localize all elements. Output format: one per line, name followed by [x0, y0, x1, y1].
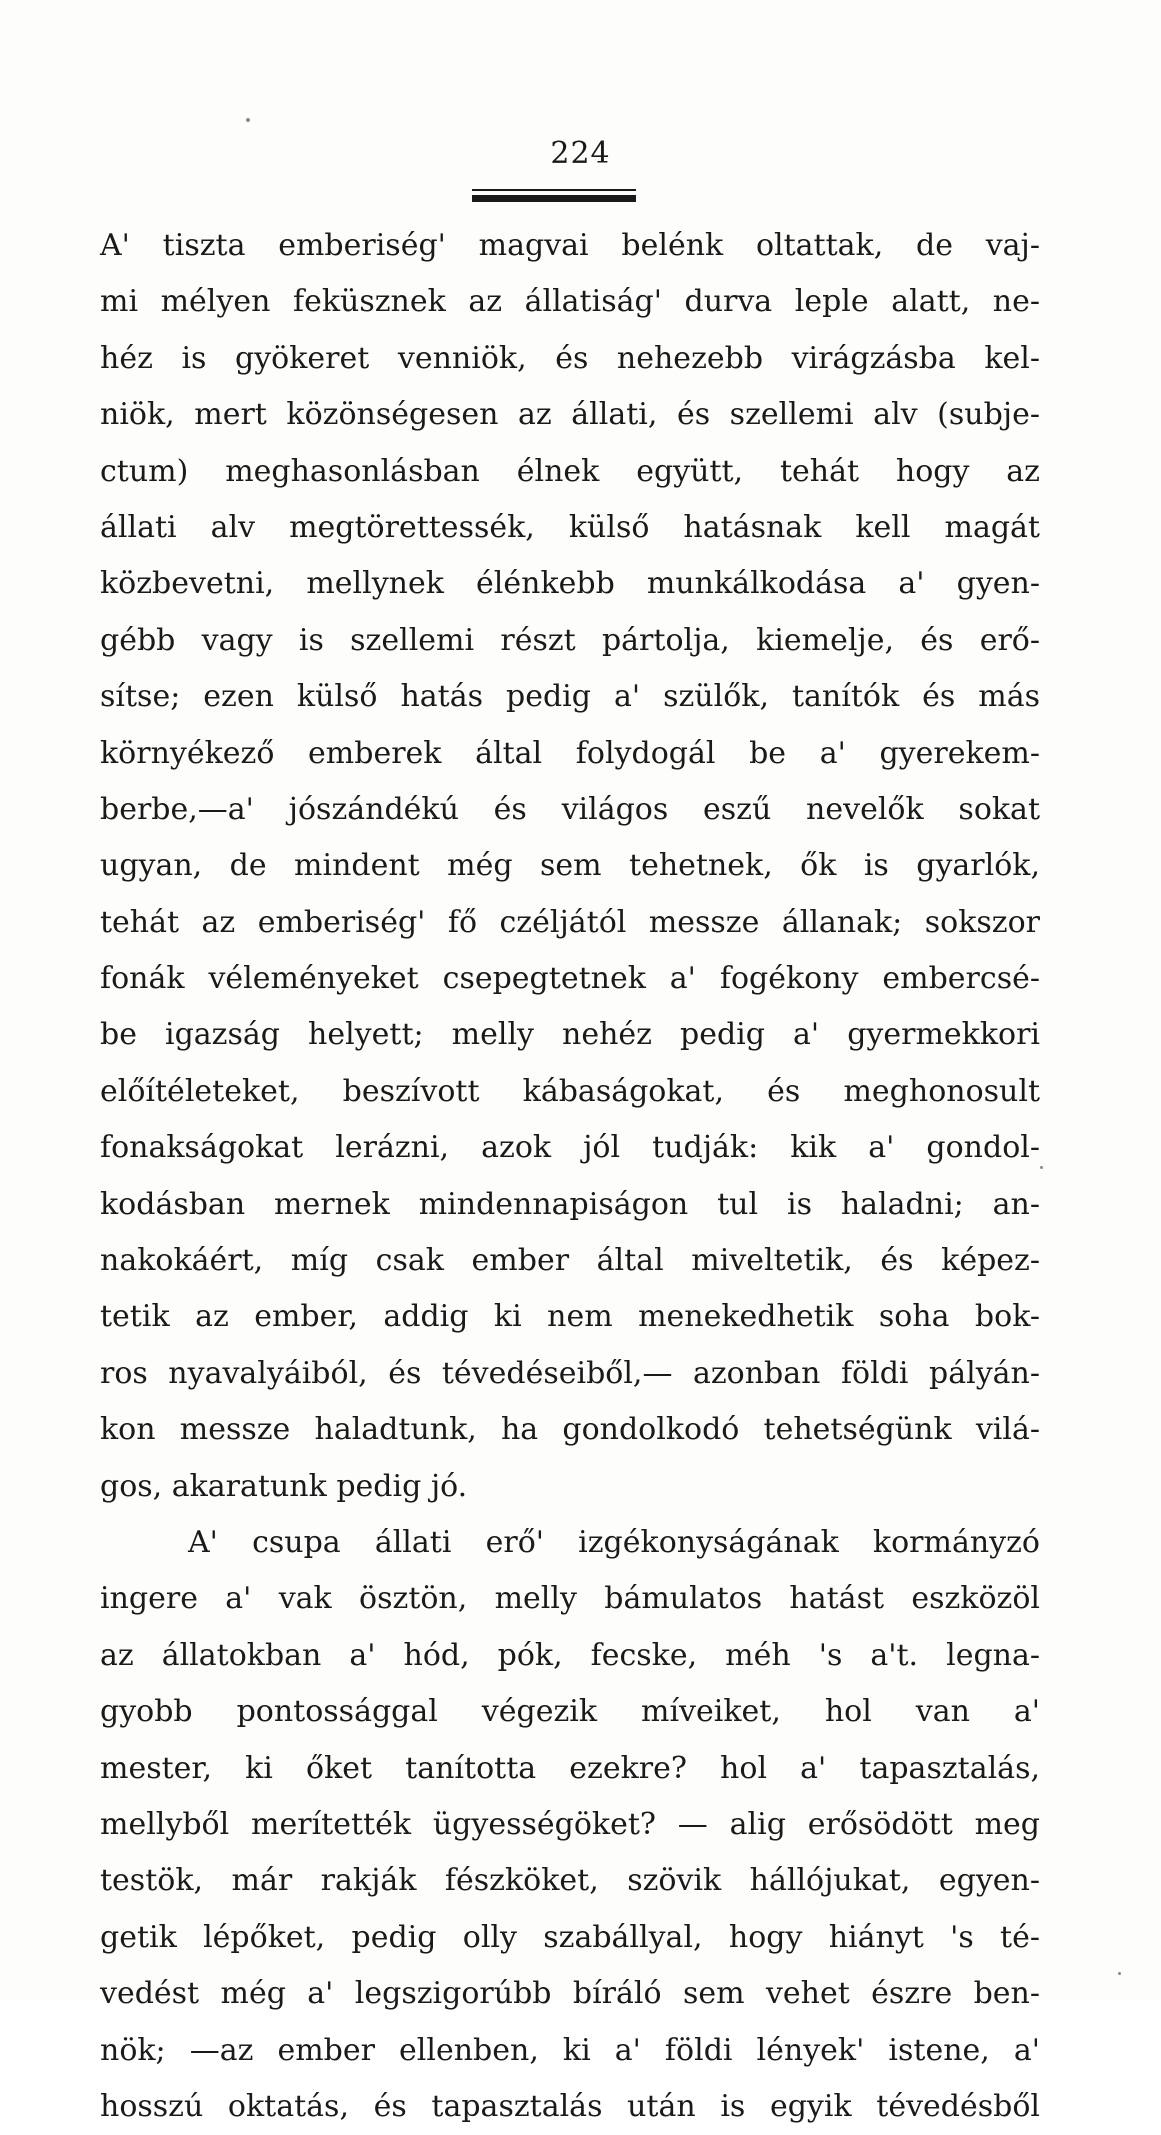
- paper-speck: [1040, 1166, 1043, 1169]
- paragraph-end-line: gos, akaratunk pedig jó.: [100, 1468, 468, 1504]
- text-line: ros nyavalyáiból, és tévedéseiből,— azonban földi pályán-: [100, 1355, 1040, 1391]
- text-line: gyobb pontossággal végezik míveiket, hol van a': [100, 1694, 1040, 1730]
- body-text: [100, 218, 1040, 2135]
- text-line: nök; —az ember ellenben, ki a' földi lények' istene, a': [100, 2032, 1040, 2068]
- text-line: niök, mert közönségesen az állati, és szellemi alv (subje-: [100, 397, 1040, 433]
- paper-speck: [1118, 1972, 1121, 1975]
- text-line: állati alv megtörettessék, külső hatásnak kell magát: [100, 509, 1040, 545]
- text-line: tehát az emberiség' fő czéljától messze állanak; sokszor: [100, 904, 1040, 940]
- text-line: az állatokban a' hód, pók, fecske, méh 's a't. legna-: [100, 1637, 1040, 1673]
- text-line: mellyből merítették ügyességöket? — alig erősödött meg: [100, 1806, 1040, 1842]
- text-line: mi mélyen feküsznek az állatiság' durva leple alatt, ne-: [100, 284, 1040, 320]
- text-line: ugyan, de mindent még sem tehetnek, ők is gyarlók,: [100, 848, 1040, 884]
- text-line: környékező emberek által folydogál be a' gyerekem-: [100, 735, 1040, 771]
- text-line: nakokáért, míg csak ember által miveltetik, és képez-: [100, 1243, 1040, 1279]
- header-rule-thick: [472, 195, 636, 202]
- text-line: közbevetni, mellynek élénkebb munkálkodása a' gyen-: [100, 566, 1040, 602]
- text-line: gébb vagy is szellemi részt pártolja, kiemelje, és erő-: [100, 622, 1040, 658]
- text-line: berbe,—a' jószándékú és világos eszű nevelők sokat: [100, 791, 1040, 827]
- text-line: héz is gyökeret venniök, és nehezebb virágzásba kel-: [100, 340, 1040, 376]
- text-line: vedést még a' legszigorúbb bíráló sem vehet észre ben-: [100, 1976, 1040, 2012]
- text-line: sítse; ezen külső hatás pedig a' szülők, tanítók és más: [100, 679, 1040, 715]
- text-line: ctum) meghasonlásban élnek együtt, tehát hogy az: [100, 453, 1040, 489]
- text-line: ingere a' vak ösztön, melly bámulatos hatást eszközöl: [100, 1581, 1040, 1617]
- paragraph-start-line: A' csupa állati erő' izgékonyságának kormányzó: [188, 1524, 1040, 1560]
- text-line: kodásban mernek mindennapiságon tul is haladni; an-: [100, 1186, 1040, 1222]
- paper-speck: [246, 118, 250, 122]
- text-line: getik lépőket, pedig olly szabállyal, hogy hiányt 's té-: [100, 1919, 1040, 1955]
- text-line: előítéleteket, beszívott kábaságokat, és meghonosult: [100, 1073, 1040, 1109]
- header-rule-thin: [472, 189, 636, 191]
- text-line: fonakságokat lerázni, azok jól tudják: kik a' gondol-: [100, 1130, 1040, 1166]
- text-line: testök, már rakják fészköket, szövik hállójukat, egyen-: [100, 1863, 1040, 1899]
- text-line: tetik az ember, addig ki nem menekedhetik soha bok-: [100, 1299, 1040, 1335]
- text-line: mester, ki őket tanította ezekre? hol a' tapasztalás,: [100, 1750, 1040, 1786]
- text-line: be igazság helyett; melly nehéz pedig a' gyermekkori: [100, 1017, 1040, 1053]
- text-line: fonák véleményeket csepegtetnek a' fogékony embercsé-: [100, 961, 1040, 997]
- page-number: 224: [550, 136, 611, 171]
- text-line: kon messze haladtunk, ha gondolkodó tehetségünk vilá-: [100, 1412, 1040, 1448]
- text-line: A' tiszta emberiség' magvai belénk oltattak, de vaj-: [100, 228, 1040, 263]
- text-line: hosszú oktatás, és tapasztalás után is egyik tévedésből: [100, 2088, 1040, 2124]
